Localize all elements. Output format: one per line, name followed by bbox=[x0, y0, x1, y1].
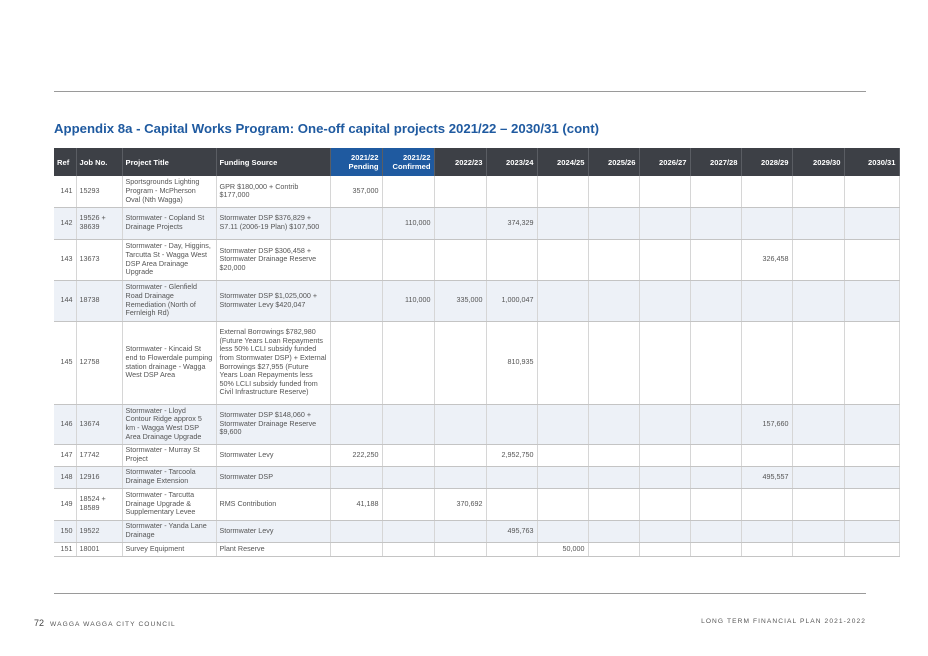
cell-2024-25 bbox=[537, 520, 588, 542]
cell-2025-26 bbox=[588, 280, 639, 321]
page-number: 72 bbox=[34, 618, 45, 628]
cell-2029-30 bbox=[792, 466, 844, 488]
cell-2024-25 bbox=[537, 239, 588, 280]
cell-funding-source: Stormwater DSP $148,060 + Stormwater Drainage Reserve $9,600 bbox=[216, 404, 330, 444]
cell-2023-24 bbox=[486, 176, 537, 207]
cell-2030-31 bbox=[844, 488, 899, 520]
cell-funding-source: Stormwater DSP $1,025,000 + Stormwater Levy $420,047 bbox=[216, 280, 330, 321]
cell-2030-31 bbox=[844, 404, 899, 444]
cell-2026-27 bbox=[639, 207, 690, 239]
cell-2027-28 bbox=[690, 488, 741, 520]
cell-ref: 148 bbox=[54, 466, 76, 488]
cell-funding-source: Stormwater Levy bbox=[216, 444, 330, 466]
cell-2028-29: 157,660 bbox=[741, 404, 792, 444]
cell-2022-23 bbox=[434, 542, 486, 556]
cell-2026-27 bbox=[639, 542, 690, 556]
cell-2022-23 bbox=[434, 520, 486, 542]
cell-2023-24: 374,329 bbox=[486, 207, 537, 239]
col-project-title: Project Title bbox=[122, 148, 216, 176]
cell-2026-27 bbox=[639, 404, 690, 444]
cell-funding-source: GPR $180,000 + Contrib $177,000 bbox=[216, 176, 330, 207]
table-row bbox=[54, 239, 899, 280]
table-row bbox=[54, 542, 899, 556]
top-rule bbox=[54, 91, 866, 92]
cell-2028-29 bbox=[741, 520, 792, 542]
cell-job-no: 18001 bbox=[76, 542, 122, 556]
cell-confirmed bbox=[382, 520, 434, 542]
cell-pending bbox=[330, 207, 382, 239]
cell-2022-23 bbox=[434, 444, 486, 466]
cell-ref: 143 bbox=[54, 239, 76, 280]
cell-pending: 222,250 bbox=[330, 444, 382, 466]
cell-2029-30 bbox=[792, 520, 844, 542]
table-row bbox=[54, 466, 899, 488]
cell-confirmed bbox=[382, 444, 434, 466]
cell-project-title: Sportsgrounds Lighting Program - McPherson Oval (Nth Wagga) bbox=[122, 176, 216, 207]
col-2027-28: 2027/28 bbox=[690, 148, 741, 176]
cell-2025-26 bbox=[588, 404, 639, 444]
cell-2024-25 bbox=[537, 466, 588, 488]
table-header-row bbox=[54, 148, 899, 176]
cell-funding-source: Stormwater DSP $306,458 + Stormwater Drainage Reserve $20,000 bbox=[216, 239, 330, 280]
page-title: Appendix 8a - Capital Works Program: One-off capital projects 2021/22 – 2030/31 (cont) bbox=[54, 121, 600, 136]
cell-confirmed bbox=[382, 466, 434, 488]
cell-2023-24 bbox=[486, 404, 537, 444]
capital-works-table bbox=[54, 148, 900, 557]
cell-2024-25 bbox=[537, 488, 588, 520]
cell-2023-24: 2,952,750 bbox=[486, 444, 537, 466]
cell-pending bbox=[330, 542, 382, 556]
cell-2025-26 bbox=[588, 176, 639, 207]
cell-2022-23: 370,692 bbox=[434, 488, 486, 520]
cell-2023-24 bbox=[486, 542, 537, 556]
cell-2024-25 bbox=[537, 444, 588, 466]
col-2028-29: 2028/29 bbox=[741, 148, 792, 176]
table-row bbox=[54, 520, 899, 542]
col-2030-31: 2030/31 bbox=[844, 148, 899, 176]
cell-ref: 147 bbox=[54, 444, 76, 466]
cell-ref: 150 bbox=[54, 520, 76, 542]
cell-2026-27 bbox=[639, 466, 690, 488]
cell-2026-27 bbox=[639, 239, 690, 280]
cell-2029-30 bbox=[792, 239, 844, 280]
cell-2022-23 bbox=[434, 466, 486, 488]
cell-2030-31 bbox=[844, 321, 899, 404]
cell-pending bbox=[330, 404, 382, 444]
table-row bbox=[54, 488, 899, 520]
cell-2029-30 bbox=[792, 488, 844, 520]
cell-2026-27 bbox=[639, 444, 690, 466]
cell-2025-26 bbox=[588, 444, 639, 466]
cell-2027-28 bbox=[690, 520, 741, 542]
cell-2027-28 bbox=[690, 176, 741, 207]
cell-confirmed bbox=[382, 321, 434, 404]
cell-2028-29 bbox=[741, 176, 792, 207]
cell-confirmed bbox=[382, 239, 434, 280]
cell-project-title: Stormwater - Copland St Drainage Projects bbox=[122, 207, 216, 239]
cell-2027-28 bbox=[690, 207, 741, 239]
cell-pending: 41,188 bbox=[330, 488, 382, 520]
cell-2029-30 bbox=[792, 280, 844, 321]
cell-job-no: 12758 bbox=[76, 321, 122, 404]
col-2029-30: 2029/30 bbox=[792, 148, 844, 176]
cell-pending bbox=[330, 321, 382, 404]
cell-funding-source: Stormwater Levy bbox=[216, 520, 330, 542]
cell-2030-31 bbox=[844, 176, 899, 207]
table-row bbox=[54, 176, 899, 207]
cell-confirmed bbox=[382, 404, 434, 444]
cell-2030-31 bbox=[844, 466, 899, 488]
cell-funding-source: Stormwater DSP $376,829 + S7.11 (2006-19 Plan) $107,500 bbox=[216, 207, 330, 239]
cell-project-title: Stormwater - Tarcoola Drainage Extension bbox=[122, 466, 216, 488]
cell-2024-25: 50,000 bbox=[537, 542, 588, 556]
cell-2025-26 bbox=[588, 488, 639, 520]
council-name: WAGGA WAGGA CITY COUNCIL bbox=[50, 621, 176, 628]
cell-2030-31 bbox=[844, 280, 899, 321]
cell-2030-31 bbox=[844, 239, 899, 280]
table-row bbox=[54, 444, 899, 466]
table-row bbox=[54, 321, 899, 404]
cell-2023-24: 495,763 bbox=[486, 520, 537, 542]
cell-2028-29 bbox=[741, 280, 792, 321]
cell-2025-26 bbox=[588, 542, 639, 556]
bottom-rule bbox=[54, 593, 866, 594]
cell-2027-28 bbox=[690, 404, 741, 444]
cell-2025-26 bbox=[588, 207, 639, 239]
cell-2030-31 bbox=[844, 444, 899, 466]
cell-2026-27 bbox=[639, 321, 690, 404]
cell-2027-28 bbox=[690, 321, 741, 404]
cell-2029-30 bbox=[792, 176, 844, 207]
cell-2022-23 bbox=[434, 321, 486, 404]
footer-left bbox=[34, 618, 176, 628]
cell-pending bbox=[330, 466, 382, 488]
col-2024-25: 2024/25 bbox=[537, 148, 588, 176]
cell-2024-25 bbox=[537, 321, 588, 404]
col-2023-24: 2023/24 bbox=[486, 148, 537, 176]
cell-2026-27 bbox=[639, 280, 690, 321]
cell-project-title: Stormwater - Day, Higgins, Tarcutta St - Wagga West DSP Area Drainage Upgrade bbox=[122, 239, 216, 280]
cell-project-title: Stormwater - Tarcutta Drainage Upgrade & Supplementary Levee bbox=[122, 488, 216, 520]
col-funding-source: Funding Source bbox=[216, 148, 330, 176]
cell-2022-23: 335,000 bbox=[434, 280, 486, 321]
cell-job-no: 13674 bbox=[76, 404, 122, 444]
table-row bbox=[54, 280, 899, 321]
cell-project-title: Survey Equipment bbox=[122, 542, 216, 556]
cell-2026-27 bbox=[639, 176, 690, 207]
table-row bbox=[54, 404, 899, 444]
cell-ref: 149 bbox=[54, 488, 76, 520]
cell-project-title: Stormwater - Murray St Project bbox=[122, 444, 216, 466]
cell-2026-27 bbox=[639, 488, 690, 520]
cell-2023-24: 810,935 bbox=[486, 321, 537, 404]
cell-2024-25 bbox=[537, 207, 588, 239]
cell-ref: 151 bbox=[54, 542, 76, 556]
cell-pending: 357,000 bbox=[330, 176, 382, 207]
cell-ref: 141 bbox=[54, 176, 76, 207]
cell-pending bbox=[330, 520, 382, 542]
cell-2028-29 bbox=[741, 542, 792, 556]
cell-ref: 146 bbox=[54, 404, 76, 444]
cell-2026-27 bbox=[639, 520, 690, 542]
cell-2030-31 bbox=[844, 542, 899, 556]
col-job-no: Job No. bbox=[76, 148, 122, 176]
cell-2023-24 bbox=[486, 239, 537, 280]
cell-ref: 142 bbox=[54, 207, 76, 239]
cell-2029-30 bbox=[792, 404, 844, 444]
cell-funding-source: RMS Contribution bbox=[216, 488, 330, 520]
cell-2030-31 bbox=[844, 520, 899, 542]
cell-confirmed bbox=[382, 488, 434, 520]
cell-ref: 144 bbox=[54, 280, 76, 321]
cell-job-no: 13673 bbox=[76, 239, 122, 280]
footer-plan-title: LONG TERM FINANCIAL PLAN 2021-2022 bbox=[701, 618, 866, 625]
cell-2022-23 bbox=[434, 207, 486, 239]
cell-2027-28 bbox=[690, 542, 741, 556]
cell-job-no: 19522 bbox=[76, 520, 122, 542]
cell-2028-29 bbox=[741, 444, 792, 466]
cell-2028-29: 326,458 bbox=[741, 239, 792, 280]
cell-2022-23 bbox=[434, 239, 486, 280]
cell-2027-28 bbox=[690, 466, 741, 488]
cell-pending bbox=[330, 239, 382, 280]
cell-2029-30 bbox=[792, 444, 844, 466]
cell-confirmed: 110,000 bbox=[382, 207, 434, 239]
cell-2028-29 bbox=[741, 321, 792, 404]
cell-project-title: Stormwater - Yanda Lane Drainage bbox=[122, 520, 216, 542]
cell-2024-25 bbox=[537, 280, 588, 321]
cell-2030-31 bbox=[844, 207, 899, 239]
cell-funding-source: Plant Reserve bbox=[216, 542, 330, 556]
cell-2029-30 bbox=[792, 542, 844, 556]
cell-2029-30 bbox=[792, 207, 844, 239]
cell-2025-26 bbox=[588, 239, 639, 280]
cell-2023-24: 1,000,047 bbox=[486, 280, 537, 321]
cell-2022-23 bbox=[434, 404, 486, 444]
cell-confirmed bbox=[382, 542, 434, 556]
cell-funding-source: Stormwater DSP bbox=[216, 466, 330, 488]
col-2021-22-pending: 2021/22 Pending bbox=[330, 148, 382, 176]
cell-job-no: 18524 + 18589 bbox=[76, 488, 122, 520]
cell-job-no: 12916 bbox=[76, 466, 122, 488]
cell-2023-24 bbox=[486, 466, 537, 488]
cell-2022-23 bbox=[434, 176, 486, 207]
cell-funding-source: External Borrowings $782,980 (Future Years Loan Repayments less 50% LCLI subsidy funded from Stormwater DSP) + External Borrowings $27,955 (Future Years Loan Repayments less 50% LCLI subsidy funded from Civil Infrastructure Reserve) bbox=[216, 321, 330, 404]
col-2022-23: 2022/23 bbox=[434, 148, 486, 176]
cell-ref: 145 bbox=[54, 321, 76, 404]
cell-job-no: 17742 bbox=[76, 444, 122, 466]
cell-2025-26 bbox=[588, 466, 639, 488]
cell-2027-28 bbox=[690, 444, 741, 466]
col-2026-27: 2026/27 bbox=[639, 148, 690, 176]
cell-project-title: Stormwater - Lloyd Contour Ridge approx 5 km - Wagga West DSP Area Drainage Upgrade bbox=[122, 404, 216, 444]
cell-job-no: 19526 + 38639 bbox=[76, 207, 122, 239]
cell-2024-25 bbox=[537, 404, 588, 444]
cell-2028-29 bbox=[741, 207, 792, 239]
cell-2027-28 bbox=[690, 280, 741, 321]
col-2021-22-confirmed: 2021/22 Confirmed bbox=[382, 148, 434, 176]
cell-job-no: 15293 bbox=[76, 176, 122, 207]
cell-2029-30 bbox=[792, 321, 844, 404]
col-ref: Ref bbox=[54, 148, 76, 176]
table-row bbox=[54, 207, 899, 239]
cell-2028-29 bbox=[741, 488, 792, 520]
cell-2028-29: 495,557 bbox=[741, 466, 792, 488]
cell-job-no: 18738 bbox=[76, 280, 122, 321]
cell-2027-28 bbox=[690, 239, 741, 280]
cell-2024-25 bbox=[537, 176, 588, 207]
cell-pending bbox=[330, 280, 382, 321]
cell-confirmed bbox=[382, 176, 434, 207]
cell-2025-26 bbox=[588, 520, 639, 542]
cell-confirmed: 110,000 bbox=[382, 280, 434, 321]
cell-2023-24 bbox=[486, 488, 537, 520]
col-2025-26: 2025/26 bbox=[588, 148, 639, 176]
cell-2025-26 bbox=[588, 321, 639, 404]
cell-project-title: Stormwater - Glenfield Road Drainage Remediation (North of Fernleigh Rd) bbox=[122, 280, 216, 321]
cell-project-title: Stormwater - Kincaid St end to Flowerdale pumping station drainage - Wagga West DSP Area bbox=[122, 321, 216, 404]
